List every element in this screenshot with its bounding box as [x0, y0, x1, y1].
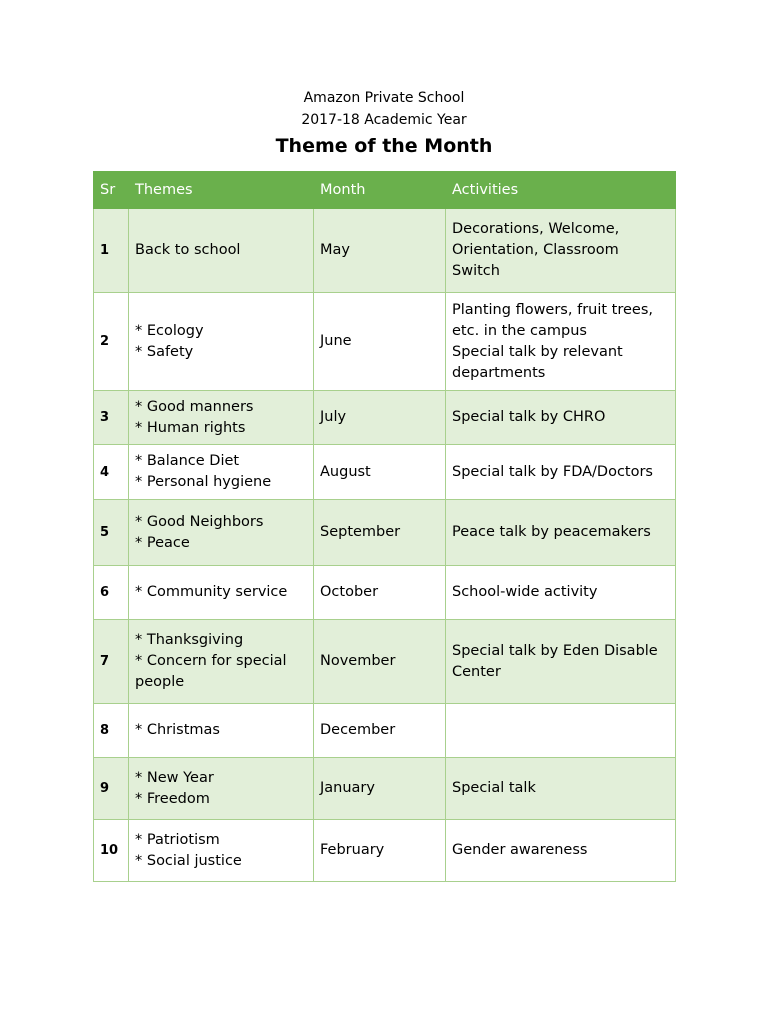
cell-sr: 5 [94, 500, 129, 566]
cell-month: November [314, 620, 446, 704]
theme-line: * Community service [135, 584, 288, 600]
cell-activities [446, 293, 676, 391]
activity-line: Special talk [452, 780, 536, 796]
cell-sr: 1 [94, 209, 129, 293]
cell-themes [129, 293, 314, 391]
cell-sr: 3 [94, 391, 129, 445]
table-row [94, 820, 676, 882]
cell-month: July [314, 391, 446, 445]
cell-themes [129, 566, 314, 620]
cell-activities [446, 445, 676, 500]
cell-month: August [314, 445, 446, 500]
activity-line: Special talk by CHRO [452, 409, 606, 425]
cell-month: February [314, 820, 446, 882]
cell-activities [446, 758, 676, 820]
cell-month: June [314, 293, 446, 391]
cell-themes [129, 500, 314, 566]
cell-sr: 8 [94, 704, 129, 758]
theme-line: * New Year [135, 769, 214, 786]
table-header-row [94, 172, 676, 209]
theme-line: * Social justice [135, 852, 242, 869]
page-title: Theme of the Month [275, 135, 493, 157]
cell-themes [129, 391, 314, 445]
cell-themes [129, 445, 314, 500]
theme-line: * Safety [135, 343, 194, 360]
cell-activities [446, 500, 676, 566]
activity-line: Gender awareness [452, 842, 588, 858]
table-row [94, 566, 676, 620]
theme-line: * Christmas [135, 722, 220, 738]
table-row [94, 445, 676, 500]
cell-activities [446, 209, 676, 293]
column-header-sr: Sr [94, 172, 129, 209]
theme-line: * Good manners [135, 398, 254, 415]
activity-line: Planting flowers, fruit trees, etc. in the campus [452, 301, 653, 339]
school-name: Amazon Private School [303, 90, 465, 106]
activity-line: Special talk by relevant departments [452, 343, 623, 381]
cell-activities [446, 820, 676, 882]
cell-sr: 7 [94, 620, 129, 704]
cell-activities [446, 704, 676, 758]
cell-themes [129, 209, 314, 293]
theme-line: * Peace [135, 534, 190, 551]
table-row [94, 500, 676, 566]
table-row [94, 293, 676, 391]
activity-line: Special talk by Eden Disable Center [452, 642, 658, 680]
cell-themes [129, 704, 314, 758]
cell-activities [446, 566, 676, 620]
cell-activities [446, 391, 676, 445]
academic-year: 2017-18 Academic Year [301, 112, 467, 128]
theme-line: * Personal hygiene [135, 474, 272, 490]
table-row [94, 209, 676, 293]
cell-month: September [314, 500, 446, 566]
cell-month: January [314, 758, 446, 820]
theme-line: Back to school [135, 242, 241, 258]
theme-line: * Concern for special people [135, 653, 287, 690]
activity-line: Decorations, Welcome, Orientation, Classroom Switch [452, 221, 620, 279]
cell-themes [129, 820, 314, 882]
cell-sr: 9 [94, 758, 129, 820]
table-row [94, 704, 676, 758]
theme-line: * Ecology [135, 322, 204, 339]
table-row [94, 391, 676, 445]
theme-line: * Patriotism [135, 831, 220, 848]
theme-line: * Thanksgiving [135, 632, 244, 648]
cell-activities [446, 620, 676, 704]
cell-sr: 6 [94, 566, 129, 620]
table-body [94, 209, 676, 882]
table-row [94, 758, 676, 820]
cell-themes [129, 620, 314, 704]
cell-sr: 4 [94, 445, 129, 500]
cell-sr: 10 [94, 820, 129, 882]
cell-month: October [314, 566, 446, 620]
activity-line: Peace talk by peacemakers [452, 524, 651, 540]
theme-line: * Human rights [135, 419, 246, 436]
column-header-month: Month [314, 172, 446, 209]
activity-line: School-wide activity [452, 584, 598, 600]
cell-sr: 2 [94, 293, 129, 391]
theme-line: * Balance Diet [135, 453, 240, 469]
cell-month: December [314, 704, 446, 758]
column-header-activities: Activities [446, 172, 676, 209]
activity-line: Special talk by FDA/Doctors [452, 463, 653, 480]
theme-line: * Freedom [135, 790, 210, 807]
theme-line: * Good Neighbors [135, 513, 264, 530]
column-header-themes: Themes [129, 172, 314, 209]
table-row [94, 620, 676, 704]
cell-themes [129, 758, 314, 820]
themes-table [93, 171, 676, 882]
cell-month: May [314, 209, 446, 293]
